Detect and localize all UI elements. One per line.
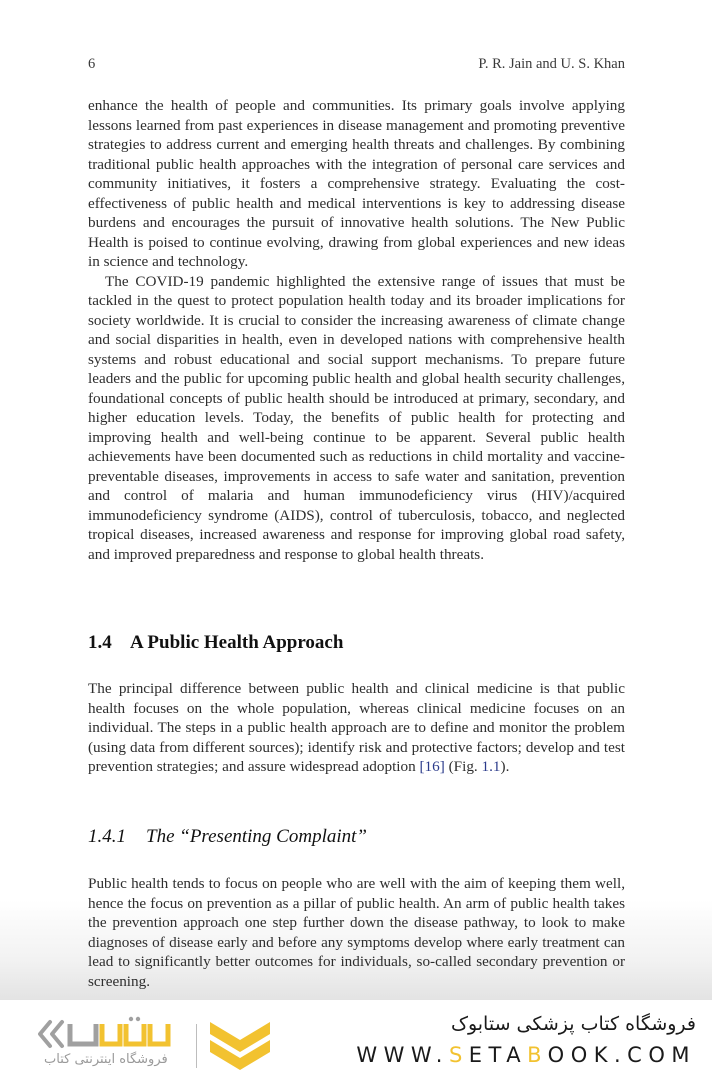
running-head-authors: P. R. Jain and U. S. Khan — [478, 56, 625, 72]
url-part: WWW. — [356, 1043, 449, 1067]
url-highlight: B — [527, 1043, 548, 1067]
subsection-title: The “Presenting Complaint” — [146, 826, 367, 847]
section-title: A Public Health Approach — [130, 632, 344, 653]
paragraph: enhance the health of people and communities. Its primary goals involve applying lessons learned from past experiences in disease management and promoting preventive strategies to address current and emerging health threats and challenges. By combining traditional public health approaches with the integration of personal care services and community initiatives, it fosters a comprehensive strategy. Evaluating the cost-effectiveness of public health and medical interventions is key to addressing disease burdens and encourages the pursuit of innovative health solutions. The New Public Health is poised to continue evolving, drawing from global experiences and new ideas in science and technology. — [88, 97, 625, 270]
url-highlight: S — [448, 1043, 469, 1067]
section-number: 1.4 — [88, 632, 112, 653]
section-1-4-1-body — [88, 874, 625, 991]
logo-subtitle: فروشگاه اینترنتی کتاب — [44, 1052, 168, 1067]
section-heading-1-4 — [88, 632, 343, 654]
section-1-4-body — [88, 679, 625, 777]
store-name: فروشگاه کتاب پزشکی ستابوک — [450, 1013, 696, 1035]
subsection-number: 1.4.1 — [88, 826, 126, 847]
fig-suffix: ). — [500, 758, 510, 775]
subsection-heading-1-4-1 — [88, 826, 367, 848]
chevron-badge-icon — [208, 1020, 272, 1070]
citation-link[interactable]: [16] — [419, 758, 445, 775]
setabook-logo — [30, 1014, 280, 1074]
running-head — [88, 56, 625, 73]
store-url[interactable] — [356, 1043, 696, 1067]
store-banner — [0, 1000, 712, 1079]
intro-paragraphs — [88, 96, 625, 564]
paragraph — [88, 679, 625, 777]
url-part: ETA — [468, 1043, 528, 1067]
url-part: OOK.COM — [547, 1043, 696, 1067]
paragraph: The COVID-19 pandemic highlighted the extensive range of issues that must be tackled in the quest to protect population health today and its broader implications for society worldwide. It is crucial to consider the increasing awareness of climate change and social disparities in health, even in developed nations with comprehensive health systems and robust educational and social support mechanisms. To prepare future leaders and the public for upcoming public health and global health security challenges, foundational concepts of public health should be introduced at primary, secondary, and higher education levels. Today, the benefits of public health for protecting and improving health and well-being continue to be apparent. Several public health achievements have been documented such as reductions in child mortality and vaccine-preventable diseases, improvements in access to safe water and sanitation, prevention and control of malaria and human immunodeficiency virus (HIV)/acquired immunodeficiency syndrome (AIDS), control of tuberculosis, tobacco, and neglected tropical diseases, increased awareness and response for improving global road safety, and improved preparedness and response to global health threats. — [88, 272, 625, 563]
paragraph-text: The principal difference between public health and clinical medicine is that public health focuses on the whole population, whereas clinical medicine focuses on an individual. The steps in a public health approach are to define and monitor the problem (using data from different sources); identify risk and protective factors; develop and test prevention strategies; and assure widespread adoption — [88, 680, 625, 775]
fig-prefix: (Fig. — [444, 758, 482, 775]
figure-link[interactable]: 1.1 — [481, 758, 501, 775]
page-number: 6 — [88, 56, 96, 72]
paragraph: Public health tends to focus on people who are well with the aim of keeping them well, hence the focus on prevention as a pillar of public health. An arm of public health takes the prevention approach one step further down the disease pathway, to look to make diagnoses of disease early and before any symptoms develop where early treatment can lead to significantly better outcomes for individuals, so-called secondary prevention or screening. — [88, 875, 625, 990]
logo-divider — [196, 1024, 197, 1068]
logo-wordmark-icon — [34, 1016, 194, 1052]
